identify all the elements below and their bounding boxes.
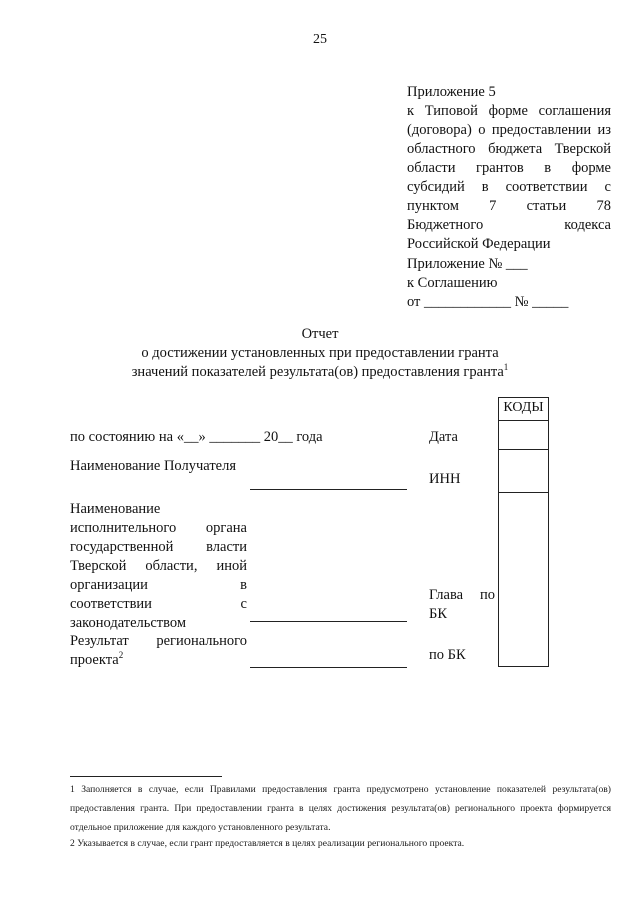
authority-fill-line: [250, 621, 407, 622]
inn-label: ИНН: [429, 471, 461, 487]
codes-row-divider: [499, 449, 548, 450]
codes-row-divider: [499, 420, 548, 421]
appendix-last-line: Российской Федерации: [407, 236, 551, 252]
footnote-1-line: 1 Заполняется в случае, если Правилами предоставления гранта предусмотрено установление показателей результата(ов): [70, 784, 611, 795]
chapter-label: [429, 586, 495, 624]
date-label: Дата: [429, 429, 458, 445]
appendix-line: области грантов в форме: [407, 160, 611, 176]
authority-line: исполнительного органа: [70, 520, 247, 536]
appendix-block: [407, 83, 611, 254]
agreement-caption: к Соглашению: [407, 275, 498, 291]
recipient-label: Наименование Получателя: [70, 458, 237, 474]
footnote-ref: 1: [503, 362, 509, 373]
result-label: [70, 632, 247, 670]
authority-label: [70, 500, 247, 633]
agreement-number: Приложение № ___: [407, 256, 528, 272]
codes-table: [498, 397, 549, 667]
appendix-title: Приложение 5: [407, 84, 496, 100]
agreement-reference: [407, 255, 617, 312]
result-line: Результат регионального: [70, 633, 247, 649]
footnote-2: 2 Указывается в случае, если грант предоставляется в целях реализации регионального проекта.: [70, 838, 465, 849]
appendix-line: Бюджетного кодекса: [407, 217, 611, 233]
appendix-line: областного бюджета Тверской: [407, 141, 611, 157]
page-number: 25: [313, 32, 327, 47]
result-line-2: проекта$^2$: [70, 650, 124, 668]
agreement-date: от ____________ № _____: [407, 294, 569, 310]
authority-line: организации в: [70, 577, 247, 593]
authority-line: Наименование: [70, 501, 161, 517]
report-title: Отчет: [301, 326, 339, 342]
chapter-label-line-2: БК: [429, 606, 447, 622]
appendix-line: (договора) о предоставлении из: [407, 122, 611, 138]
recipient-fill-line: [250, 489, 407, 490]
footnote-1-line: предоставления гранта. При предоставлении гранта в целях достижения результата(ов) регионального проекта формируется: [70, 803, 611, 814]
footnotes: [70, 783, 611, 850]
report-heading: [60, 325, 580, 382]
footnote-separator: [70, 776, 222, 777]
result-fill-line: [250, 667, 407, 668]
authority-line: законодательством: [70, 615, 187, 631]
codes-row-divider: [499, 492, 548, 493]
appendix-line: субсидий в соответствии с: [407, 179, 611, 195]
appendix-line: пунктом 7 статьи 78: [407, 198, 611, 214]
codes-header: КОДЫ: [503, 400, 544, 415]
report-subtitle-2: значений показателей результата(ов) предоставления гранта$^1$: [131, 362, 509, 380]
as-of-date: по состоянию на «__» _______ 20__ года: [70, 429, 323, 445]
appendix-line: к Типовой форме соглашения: [407, 103, 611, 119]
footnote-ref: 2: [118, 650, 124, 661]
by-bk-label: по БК: [429, 647, 466, 663]
chapter-label-line: Глава по: [429, 587, 495, 603]
footnote-1-last: отдельное приложение для каждого установленного результата.: [70, 822, 331, 833]
authority-line: соответствии с: [70, 596, 247, 612]
authority-line: Тверской области, иной: [70, 558, 247, 574]
authority-line: государственной власти: [70, 539, 247, 555]
report-subtitle: о достижении установленных при предоставлении гранта: [141, 345, 499, 361]
